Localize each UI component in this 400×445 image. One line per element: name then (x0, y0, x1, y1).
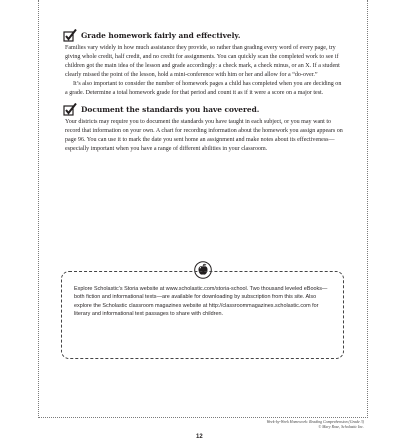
paragraph: Families vary widely in how much assistance they provide, so rather than grading every word of every page, try giving whole credit, half credit, and no credit for assignments. You can quickly scan the completed work to see if children got the main idea of the lesson and grade accordingly: a check mark, a check minus, or an X. If a student clearly missed the point of the lesson, hold a mini-conference with him or her and allow for a “do-over.” (65, 45, 340, 78)
page-number: 12 (196, 434, 203, 440)
footer-credit (266, 420, 364, 430)
footer-credit-copyright: © Mary Rose, Scholastic Inc. (318, 425, 364, 429)
section-heading-document (63, 103, 345, 116)
checkbox-check-icon (63, 103, 77, 116)
info-callout-text: Explore Scholastic’s Storia website at www.scholastic.com/storia-school. Two thousand leveled eBooks—both fiction and informational texts—are available for downloading by subscription from this site. Also explore the Scholastic classroom magazines website at http://classroommagazines.scholastic.com for literary and informational text passages to share with children. (74, 286, 328, 318)
main-content (65, 29, 345, 154)
section-heading-text: Document the standards you have covered. (81, 104, 260, 114)
paragraph: It’s also important to consider the number of homework pages a child has completed when you are deciding on a grade. Determine a total homework grade for that period and count it as if it were a score on a major test. (65, 80, 342, 96)
checkbox-check-icon (63, 29, 77, 42)
info-callout-box (61, 271, 344, 359)
section-heading-grade (63, 29, 345, 42)
section-heading-text: Grade homework fairly and effectively. (81, 30, 241, 40)
footer-credit-title: Week-by-Week Homework: Reading Comprehension (Grade 3) (266, 420, 364, 424)
paragraph: Your districts may require you to document the standards you have taught in each subject, or you may want to record that information on your own. A chart for recording information about the homework you assign appears on page 96. You can use it to mark the date you sent home an assignment and make notes about its effectiveness—especially important when you have a range of different abilities in your classroom. (65, 119, 343, 153)
